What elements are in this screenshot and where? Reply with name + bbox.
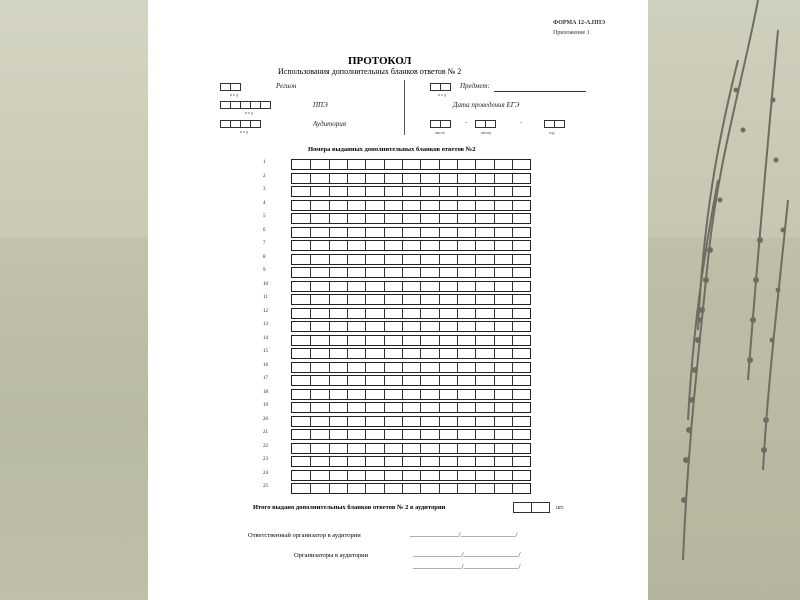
table-row: [263, 375, 543, 387]
table-row: [263, 267, 543, 279]
responsible-signature-line[interactable]: _______________/_________________/: [410, 531, 518, 538]
blank-number-cells[interactable]: [291, 362, 531, 373]
organizers-signature-line-2[interactable]: _______________/_________________/: [413, 563, 521, 570]
ppe-label: ППЭ: [313, 101, 328, 109]
row-number: 15: [263, 349, 268, 354]
blank-number-cells[interactable]: [291, 348, 531, 359]
row-number: 11: [263, 295, 268, 300]
year-cells[interactable]: [544, 120, 564, 128]
blank-number-cells[interactable]: [291, 240, 531, 251]
table-row: [263, 240, 543, 252]
row-number: 25: [263, 484, 268, 489]
blank-number-cells[interactable]: [291, 200, 531, 211]
blank-number-cells[interactable]: [291, 294, 531, 305]
organizers-signature-line-1[interactable]: _______________/_________________/: [413, 551, 521, 558]
blank-number-cells[interactable]: [291, 159, 531, 170]
table-row: [263, 308, 543, 320]
row-number: 1: [263, 160, 266, 165]
willow-branch-decoration: [648, 0, 800, 600]
blank-number-cells[interactable]: [291, 227, 531, 238]
row-number: 2: [263, 173, 266, 179]
exam-date-label: Дата проведения ЕГЭ: [453, 101, 520, 109]
table-row: [263, 389, 543, 401]
day-caption: число: [435, 130, 445, 135]
row-number: 8: [263, 254, 266, 260]
blank-number-cells[interactable]: [291, 173, 531, 184]
row-number: 17: [263, 376, 268, 381]
row-number: 16: [263, 362, 268, 368]
form-code: ФОРМА 12-А.ППЭ: [553, 20, 606, 26]
table-row: [263, 321, 543, 333]
subject-code-caption: к о д: [438, 92, 446, 97]
blank-number-cells[interactable]: [291, 213, 531, 224]
row-number: 12: [263, 308, 268, 314]
protocol-form-sheet: [148, 0, 648, 600]
table-row: [263, 402, 543, 414]
header-divider: [404, 80, 405, 135]
table-row: [263, 456, 543, 468]
table-row: [263, 213, 543, 225]
row-number: 3: [263, 187, 266, 192]
row-number: 7: [263, 241, 266, 246]
row-number: 24: [263, 470, 268, 476]
auditorium-label: Аудитория: [313, 120, 346, 128]
table-row: [263, 281, 543, 293]
table-row: [263, 429, 543, 441]
table-row: [263, 173, 543, 185]
month-cells[interactable]: [475, 120, 495, 128]
row-number: 9: [263, 268, 266, 273]
blank-number-cells[interactable]: [291, 470, 531, 481]
table-row: [263, 186, 543, 198]
blank-number-cells[interactable]: [291, 443, 531, 454]
blank-number-cells[interactable]: [291, 335, 531, 346]
blank-number-cells[interactable]: [291, 429, 531, 440]
table-row: [263, 294, 543, 306]
auditorium-code-cells[interactable]: [220, 120, 260, 128]
responsible-organizer-label: Ответственный организатор в аудитории: [248, 532, 361, 539]
subject-label: Предмет:: [460, 82, 490, 90]
total-issued-cells[interactable]: [513, 502, 549, 513]
table-row: [263, 470, 543, 482]
total-unit: шт.: [556, 505, 565, 511]
row-number: 5: [263, 214, 266, 219]
date-separator-2: -: [520, 120, 522, 126]
auditorium-code-caption: к о д: [240, 129, 248, 134]
row-number: 23: [263, 457, 268, 462]
table-row: [263, 159, 543, 171]
ppe-code-caption: к о д: [245, 110, 253, 115]
date-separator-1: -: [465, 120, 467, 126]
organizers-label: Организаторы в аудитории: [294, 552, 369, 559]
row-number: 14: [263, 335, 268, 341]
blank-number-cells[interactable]: [291, 321, 531, 332]
blank-number-cells[interactable]: [291, 483, 531, 494]
table-row: [263, 416, 543, 428]
table-row: [263, 483, 543, 495]
year-caption: год: [549, 130, 555, 135]
day-cells[interactable]: [430, 120, 450, 128]
table-row: [263, 362, 543, 374]
blank-number-cells[interactable]: [291, 389, 531, 400]
table-row: [263, 254, 543, 266]
blank-number-cells[interactable]: [291, 267, 531, 278]
table-row: [263, 348, 543, 360]
row-number: 10: [263, 281, 268, 287]
row-number: 13: [263, 322, 268, 327]
region-code-caption: к о д: [230, 92, 238, 97]
table-heading: Номера выданных дополнительных бланков ответов №2: [308, 146, 476, 153]
blank-number-cells[interactable]: [291, 308, 531, 319]
row-number: 19: [263, 403, 268, 408]
row-number: 21: [263, 430, 268, 435]
row-number: 20: [263, 416, 268, 422]
total-issued-label: Итого выдано дополнительных бланков ответов № 2 в аудитории: [253, 504, 446, 511]
table-row: [263, 443, 543, 455]
form-subtitle: Использования дополнительных бланков ответов № 2: [278, 67, 462, 76]
blank-number-cells[interactable]: [291, 281, 531, 292]
region-label: Регион: [276, 82, 297, 90]
appendix-label: Приложение 1: [553, 30, 590, 36]
blank-number-cells[interactable]: [291, 416, 531, 427]
blank-number-cells[interactable]: [291, 456, 531, 467]
subject-code-cells[interactable]: [430, 83, 450, 91]
month-caption: месяц: [481, 130, 492, 135]
blank-number-cells[interactable]: [291, 254, 531, 265]
blank-number-cells[interactable]: [291, 375, 531, 386]
table-row: [263, 227, 543, 239]
table-row: [263, 200, 543, 212]
blank-number-cells[interactable]: [291, 186, 531, 197]
row-number: 4: [263, 200, 266, 206]
region-code-cells[interactable]: [220, 83, 240, 91]
blank-number-cells[interactable]: [291, 402, 531, 413]
row-number: 18: [263, 389, 268, 395]
ppe-code-cells[interactable]: [220, 101, 270, 109]
row-number: 6: [263, 227, 266, 233]
subject-input-line[interactable]: [494, 91, 586, 92]
table-row: [263, 335, 543, 347]
row-number: 22: [263, 443, 268, 449]
form-title: ПРОТОКОЛ: [348, 55, 412, 67]
